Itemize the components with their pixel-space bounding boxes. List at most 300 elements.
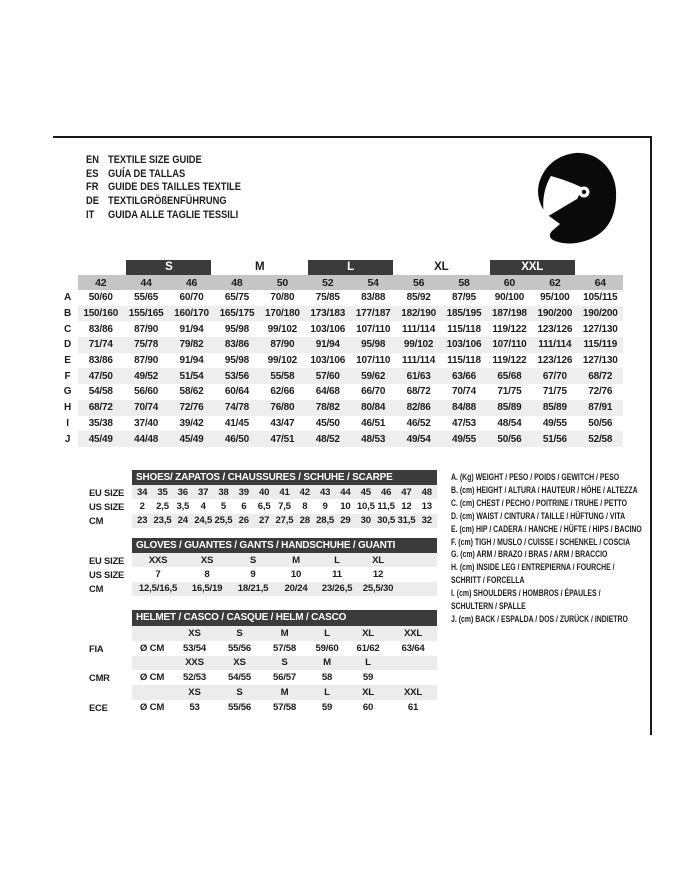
size-value-cell: 119/122 <box>492 355 527 367</box>
value-cell: 7,5 <box>278 500 291 512</box>
table-row <box>85 641 437 656</box>
row-label: US SIZE <box>89 568 125 580</box>
shoes_table-grid <box>85 470 437 528</box>
size-value-cell: 68/72 <box>406 386 431 398</box>
legend-line: H. (cm) INSIDE LEG / ENTREPIERNA / FOURCHE / <box>451 562 615 573</box>
value-cell: 27 <box>254 514 274 528</box>
value-cell: L <box>307 626 347 641</box>
value-cell: 59/60 <box>315 642 339 654</box>
size-value-cell: 35/38 <box>88 417 113 429</box>
size-value-cell: 46/52 <box>406 417 431 429</box>
size-value-cell: 56/60 <box>134 386 159 398</box>
size-value-cell: 190/200 <box>532 306 577 322</box>
size-value-cell: 75/85 <box>315 292 340 304</box>
table-row <box>85 514 437 528</box>
row-label: J <box>57 431 78 447</box>
legend-line: C. (cm) CHEST / PECHO / POITRINE / TRUHE / PETTO <box>451 497 628 508</box>
value-cell: Ø CM <box>139 672 165 684</box>
size-value-cell: 79/82 <box>169 337 214 353</box>
size-value-cell: 54/58 <box>88 386 113 398</box>
size-value-cell: 185/195 <box>441 306 486 322</box>
row-label: US SIZE <box>89 500 125 512</box>
size-group-header <box>487 258 578 275</box>
value-cell: 35 <box>152 485 172 499</box>
size-value-cell: 76/80 <box>260 400 305 416</box>
value-cell: XL <box>358 553 398 567</box>
row-label: G <box>57 384 78 400</box>
legend-line: I. (cm) SHOULDERS / HOMBROS / ÉPAULES / <box>451 588 601 599</box>
value-cell: M <box>276 553 316 567</box>
row-label <box>85 626 132 641</box>
table-row <box>85 485 437 499</box>
table-row <box>57 321 623 337</box>
size-value-cell: 47/50 <box>78 368 123 384</box>
size-value-cell: 59/62 <box>350 368 395 384</box>
size-value-cell: 165/175 <box>214 306 259 322</box>
size-value-cell: 71/74 <box>78 337 123 353</box>
size-value-cell: 72/76 <box>169 400 214 416</box>
language-code: EN <box>86 154 99 166</box>
size-value-cell: 68/72 <box>78 400 123 416</box>
table-row <box>85 626 437 641</box>
value-cell: 3,5 <box>176 500 190 512</box>
language-code: FR <box>86 181 99 194</box>
size-value-cell: 107/110 <box>487 337 532 353</box>
size-column-header: 56 <box>396 275 441 290</box>
size-value-cell: 177/187 <box>350 306 395 322</box>
value-cell: 40 <box>254 485 274 499</box>
value-cell: 43 <box>315 485 335 499</box>
size-value-cell: 111/114 <box>532 337 577 353</box>
size-value-cell: 45/49 <box>78 431 123 447</box>
value-cell: 48 <box>417 485 437 499</box>
table-row <box>57 337 623 353</box>
value-cell: M <box>307 656 347 671</box>
table-row <box>57 400 623 416</box>
value-cell: 32 <box>417 514 437 528</box>
value-cell: 10 <box>290 568 302 580</box>
value-cell: XS <box>172 685 217 700</box>
row-label: EU SIZE <box>89 554 125 566</box>
size-value-cell: 75/78 <box>123 337 168 353</box>
value-cell: 25,5/30 <box>358 582 398 596</box>
size-value-cell: 127/130 <box>582 355 618 367</box>
value-cell: L <box>307 685 347 700</box>
size-value-cell: 71/75 <box>542 386 567 398</box>
size-value-cell: 83/88 <box>361 292 386 304</box>
size-value-cell: 57/60 <box>305 368 350 384</box>
value-cell: S <box>262 656 307 671</box>
value-cell <box>398 582 437 596</box>
value-cell: 6 <box>241 500 247 512</box>
size-value-cell: 51/54 <box>169 368 214 384</box>
size-value-cell: 182/190 <box>396 306 441 322</box>
size-value-cell: 87/90 <box>134 323 159 335</box>
shoes-size-table <box>85 470 437 528</box>
size-value-cell: 99/102 <box>396 337 441 353</box>
table-row <box>85 656 437 671</box>
value-cell: 60 <box>362 701 374 713</box>
size-value-cell: 68/72 <box>578 368 623 384</box>
helmet-icon <box>537 152 618 244</box>
textile-size-table <box>57 258 623 447</box>
table-row <box>85 685 437 700</box>
size-value-cell: 45/49 <box>169 431 214 447</box>
row-label: FIA <box>89 642 104 654</box>
size-value-cell: 70/74 <box>123 400 168 416</box>
value-cell: 6,5 <box>257 500 271 512</box>
size-value-cell: 49/55 <box>542 417 567 429</box>
legend-line: D. (cm) WAIST / CINTURA / TAILLE / HÜFTUNG / VITA <box>451 510 626 521</box>
size-value-cell: 45/50 <box>315 417 340 429</box>
value-cell: 29 <box>335 514 355 528</box>
size-value-cell: 46/50 <box>214 431 259 447</box>
table-row <box>85 670 437 685</box>
table-row <box>57 416 623 432</box>
size-value-cell: 173/183 <box>305 306 350 322</box>
size-value-cell: 71/75 <box>497 386 522 398</box>
table-row <box>57 384 623 400</box>
size-group-label: XL <box>434 261 449 273</box>
legend-line: A. (Kg) WEIGHT / PESO / POIDS / GEWITCH / PESO <box>451 472 620 482</box>
value-cell: L <box>316 553 358 567</box>
size-value-cell: 91/94 <box>179 355 204 367</box>
size-column-header: 42 <box>78 275 123 290</box>
value-cell: 63/64 <box>401 642 425 654</box>
size-group-row <box>57 258 623 275</box>
value-cell: 59 <box>362 672 374 684</box>
size-value-cell: 49/52 <box>123 368 168 384</box>
value-cell: 23 <box>132 514 152 528</box>
size-value-cell: 62/66 <box>270 386 295 398</box>
size-column-row <box>57 275 623 290</box>
size-value-cell: 103/106 <box>310 355 346 367</box>
language-row <box>86 209 241 223</box>
language-row <box>86 154 241 168</box>
value-cell: 20/24 <box>276 582 316 596</box>
size-value-cell: 50/56 <box>487 431 532 447</box>
row-label: F <box>57 368 78 384</box>
size-value-cell: 37/40 <box>134 417 159 429</box>
table-row <box>85 700 437 715</box>
value-cell: 31,5 <box>397 515 416 527</box>
legend-line: SCHRITT / FORCELLA <box>451 575 525 586</box>
size-value-cell: 95/98 <box>224 355 249 367</box>
language-row <box>86 168 241 182</box>
value-cell: 23/26,5 <box>316 582 358 596</box>
value-cell: XXS <box>132 553 184 567</box>
row-label <box>85 685 132 700</box>
textile-size-grid <box>57 258 623 447</box>
value-cell: 58 <box>321 672 333 684</box>
size-group-bar: S <box>126 260 211 275</box>
value-cell: 12 <box>401 500 412 512</box>
table-row <box>57 290 623 306</box>
size-value-cell: 65/68 <box>487 368 532 384</box>
size-value-cell: 55/58 <box>260 368 305 384</box>
language-row <box>86 181 241 195</box>
value-cell <box>398 567 437 581</box>
value-cell: 10 <box>340 500 351 512</box>
size-value-cell: 67/70 <box>532 368 577 384</box>
table-title-bar: HELMET / CASCO / CASQUE / HELM / CASCO <box>132 610 437 626</box>
size-value-cell: 58/62 <box>179 386 204 398</box>
size-value-cell: 111/114 <box>402 355 436 367</box>
value-cell: S <box>230 553 276 567</box>
value-cell <box>389 656 437 671</box>
size-value-cell: 107/110 <box>356 355 391 367</box>
value-cell: 24,5 <box>194 515 213 527</box>
size-value-cell: 60/64 <box>224 386 249 398</box>
size-value-cell: 47/53 <box>451 417 477 429</box>
value-cell: 2 <box>139 500 145 512</box>
value-cell: 61 <box>407 701 419 713</box>
size-value-cell: 150/160 <box>78 306 123 322</box>
value-cell: 9 <box>322 500 328 512</box>
size-value-cell: 44/48 <box>123 431 168 447</box>
size-group-empty <box>78 258 123 275</box>
size-value-cell: 91/94 <box>179 323 204 335</box>
value-cell: 38 <box>213 485 233 499</box>
table-title-row <box>85 538 437 553</box>
size-value-cell: 160/170 <box>169 306 214 322</box>
size-value-cell: 39/42 <box>179 417 204 429</box>
value-cell: 28,5 <box>316 515 335 527</box>
size-value-cell: 90/100 <box>494 292 525 304</box>
language-title: TEXTILE SIZE GUIDE <box>108 154 202 166</box>
size-value-cell: 65/75 <box>224 292 249 304</box>
size-group-header <box>305 258 396 275</box>
row-label: CMR <box>89 672 110 684</box>
table-title-bar: SHOES/ ZAPATOS / CHAUSSURES / SCHUHE / SCARPE <box>132 470 437 485</box>
size-column-header: 52 <box>305 275 350 290</box>
size-value-cell: 70/80 <box>270 292 295 304</box>
value-cell: 45 <box>356 485 376 499</box>
size-group-bar: XXL <box>490 260 575 275</box>
language-row <box>86 195 241 209</box>
size-value-cell: 66/70 <box>361 386 386 398</box>
size-value-cell: 99/102 <box>267 355 298 367</box>
size-value-cell: 115/118 <box>447 323 481 335</box>
value-cell: 55/56 <box>227 642 251 654</box>
value-cell: 11 <box>332 568 342 580</box>
size-value-cell: 111/114 <box>402 323 436 335</box>
table-row <box>57 431 623 447</box>
size-value-cell: 87/90 <box>134 355 159 367</box>
value-cell: XS <box>184 553 230 567</box>
table-title-cell <box>132 610 437 626</box>
row-label: B <box>57 306 78 322</box>
table-title-cell <box>132 470 437 485</box>
size-group-header <box>396 258 487 275</box>
size-group-empty <box>578 258 623 275</box>
size-column-header: 60 <box>487 275 532 290</box>
size-value-cell: 48/54 <box>497 417 522 429</box>
size-value-cell: 48/52 <box>305 431 350 447</box>
size-value-cell: 95/100 <box>540 292 570 304</box>
size-group-label: M <box>254 261 265 273</box>
value-cell: XXL <box>389 685 437 700</box>
size-group-header <box>214 258 305 275</box>
language-title: GUÍA DE TALLAS <box>108 167 186 180</box>
size-value-cell: 72/76 <box>588 386 613 398</box>
size-value-cell: 84/88 <box>441 400 486 416</box>
table-row <box>57 368 623 384</box>
size-value-cell: 107/110 <box>356 323 391 335</box>
size-value-cell: 64/68 <box>315 386 340 398</box>
value-cell: 53 <box>189 701 200 713</box>
table-row <box>85 499 437 513</box>
value-cell: 59 <box>321 701 333 713</box>
value-cell: 27,5 <box>275 515 294 527</box>
language-title: GUIDA ALLE TAGLIE TESSILI <box>108 208 239 221</box>
language-title: TEXTILGRÖßENFÜHRUNG <box>108 195 227 208</box>
value-cell: 18/21,5 <box>230 582 276 596</box>
table-title-bar: GLOVES / GUANTES / GANTS / HANDSCHUHE / GUANTI <box>132 538 437 553</box>
value-cell: 16,5/19 <box>184 582 230 596</box>
value-cell: 47 <box>396 485 416 499</box>
row-label: A <box>57 290 78 306</box>
size-value-cell: 49/55 <box>441 431 486 447</box>
row-label: D <box>57 337 78 353</box>
value-cell: XL <box>347 685 389 700</box>
value-cell: 41 <box>274 485 294 499</box>
value-cell: 13 <box>421 500 432 512</box>
value-cell: Ø CM <box>139 642 165 654</box>
table-title-cell <box>132 538 437 553</box>
size-value-cell: 170/180 <box>260 306 305 322</box>
size-value-cell: 105/115 <box>583 292 618 304</box>
legend-line: B. (cm) HEIGHT / ALTURA / HAUTEUR / HÖHE / ALTEZZA <box>451 484 638 495</box>
size-value-cell: 87/90 <box>260 337 305 353</box>
legend-line: J. (cm) BACK / ESPALDA / DOS / ZURÜCK / INDIETRO <box>451 613 628 624</box>
size-column-header: 58 <box>441 275 486 290</box>
size-column-header: 48 <box>214 275 259 290</box>
value-cell: 52/53 <box>182 672 206 684</box>
value-cell <box>132 685 172 700</box>
size-value-cell: 99/102 <box>267 323 298 335</box>
value-cell: XXS <box>172 656 217 671</box>
table-row <box>85 553 437 567</box>
row-label: EU SIZE <box>89 486 125 498</box>
size-value-cell: 47/51 <box>260 431 305 447</box>
value-cell: 11,5 <box>377 500 395 512</box>
size-value-cell: 78/82 <box>305 400 350 416</box>
table-title-row <box>85 470 437 485</box>
size-column-header: 62 <box>532 275 577 290</box>
value-cell: 39 <box>234 485 254 499</box>
size-value-cell: 85/89 <box>487 400 532 416</box>
value-cell: 8 <box>204 568 210 580</box>
size-column-header: 50 <box>260 275 305 290</box>
row-label: E <box>57 353 78 369</box>
value-cell: 8 <box>302 500 308 512</box>
value-cell: XXL <box>389 626 437 641</box>
value-cell: XL <box>347 626 389 641</box>
size-value-cell: 51/56 <box>532 431 577 447</box>
value-cell: 37 <box>193 485 213 499</box>
size-group-bar: L <box>308 260 393 275</box>
size-value-cell: 60/70 <box>179 292 204 304</box>
size-value-cell: 80/84 <box>350 400 395 416</box>
row-label: CM <box>89 583 104 595</box>
language-code: IT <box>86 208 95 221</box>
value-cell: 55/56 <box>227 701 251 713</box>
value-cell: 26 <box>234 514 254 528</box>
size-value-cell: 187/198 <box>487 306 532 322</box>
value-cell: 36 <box>173 485 193 499</box>
value-cell: 30 <box>356 514 376 528</box>
value-cell: Ø CM <box>139 701 165 713</box>
size-value-cell: 103/106 <box>310 323 346 335</box>
table-row <box>57 306 623 322</box>
row-label: C <box>57 321 78 337</box>
gloves_table-grid <box>85 538 437 596</box>
language-code: DE <box>86 195 99 208</box>
size-value-cell: 43/47 <box>270 417 295 429</box>
value-cell: XS <box>172 626 217 641</box>
size-value-cell: 83/86 <box>214 337 259 353</box>
size-column-header: 64 <box>578 275 623 290</box>
gloves-size-table <box>85 538 437 596</box>
table-title-row <box>85 610 437 626</box>
size-value-cell: 48/53 <box>350 431 395 447</box>
size-value-cell: 123/126 <box>537 355 573 367</box>
value-cell: 4 <box>200 500 206 512</box>
value-cell: 28 <box>295 514 315 528</box>
legend-line: E. (cm) HIP / CADERA / HANCHE / HÜFTE / HIPS / BACINO <box>451 523 642 534</box>
value-cell: 12 <box>372 568 384 580</box>
size-column-header: 54 <box>350 275 395 290</box>
value-cell: 24 <box>173 514 193 528</box>
size-value-cell: 55/65 <box>134 292 159 304</box>
size-group-header <box>123 258 214 275</box>
table-row <box>85 567 437 581</box>
value-cell: XS <box>217 656 262 671</box>
value-cell: 42 <box>295 485 315 499</box>
legend-line: SCHULTERN / SPALLE <box>451 601 526 612</box>
size-value-cell: 127/130 <box>582 323 618 335</box>
size-value-cell: 85/89 <box>532 400 577 416</box>
value-cell: 34 <box>132 485 152 499</box>
value-cell: 25,5 <box>214 515 233 527</box>
size-value-cell: 82/86 <box>396 400 441 416</box>
value-cell <box>132 626 172 641</box>
row-label: ECE <box>89 701 108 713</box>
value-cell: 57/58 <box>272 642 296 654</box>
value-cell: 7 <box>155 568 161 580</box>
helmet-size-table <box>85 610 437 715</box>
row-label: CM <box>89 515 104 527</box>
size-value-cell: 63/66 <box>441 368 486 384</box>
size-value-cell: 53/56 <box>214 368 259 384</box>
value-cell: 10,5 <box>356 500 375 512</box>
row-label: H <box>57 400 78 416</box>
value-cell: 53/54 <box>182 642 206 654</box>
value-cell: 30,5 <box>377 515 396 527</box>
value-cell: 23,5 <box>153 515 172 527</box>
size-value-cell: 83/86 <box>88 355 113 367</box>
value-cell: 61/62 <box>356 642 380 654</box>
size-value-cell: 61/63 <box>396 368 441 384</box>
size-value-cell: 95/98 <box>350 337 395 353</box>
size-value-cell: 50/56 <box>588 417 613 429</box>
value-cell: M <box>262 626 307 641</box>
size-value-cell: 95/98 <box>224 323 249 335</box>
table-row <box>57 353 623 369</box>
value-cell <box>398 553 437 567</box>
size-value-cell: 115/119 <box>578 337 623 353</box>
